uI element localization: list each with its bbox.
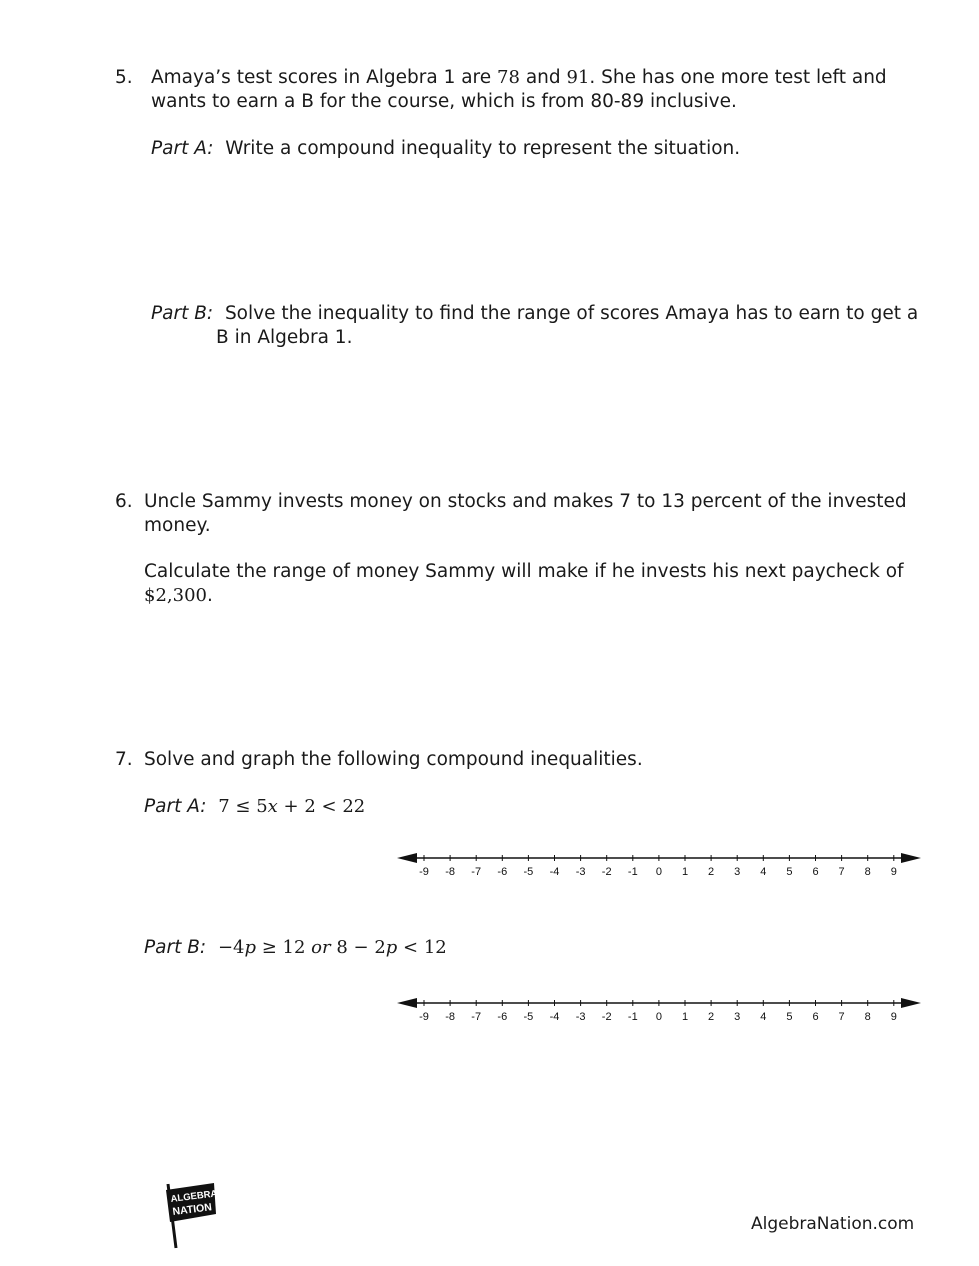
tick-label: 7 (838, 1011, 845, 1023)
number-line-part-b[interactable] (395, 993, 925, 1023)
inequality-a: 7 ≤ 5x + 2 < 22 (218, 796, 366, 817)
question-5-part-b: Part B: Solve the inequality to find the range of scores Amaya has to earn to get a (151, 303, 919, 324)
tick-label: -9 (419, 1011, 429, 1023)
tick-label: 6 (812, 1011, 819, 1023)
question-5-part-b-line-2: B in Algebra 1. (216, 327, 353, 348)
tick-label: 1 (681, 866, 689, 878)
left-arrow-icon (397, 853, 417, 863)
tick-label: -7 (471, 866, 482, 878)
question-6-amount: $2,300. (144, 585, 213, 606)
tick-label: -6 (497, 1011, 508, 1023)
inequality-b: −4p ≥ 12 or 8 − 2p < 12 (217, 937, 447, 958)
tick-label: -8 (445, 1011, 455, 1023)
left-arrow-icon (397, 998, 417, 1008)
logo-text-nation: NATION (171, 1201, 213, 1218)
question-6-line-1: Uncle Sammy invests money on stocks and makes 7 to 13 percent of the invested (144, 491, 907, 512)
tick-label: 3 (734, 1011, 741, 1023)
question-7-number: 7. (115, 749, 133, 770)
tick-label: 2 (708, 866, 715, 878)
question-6-line-3: Calculate the range of money Sammy will make if he invests his next paycheck of (144, 561, 904, 582)
tick-label: -5 (523, 1011, 534, 1023)
tick-label: -1 (627, 1011, 638, 1023)
tick-label: 8 (864, 866, 871, 878)
tick-label: -4 (549, 866, 560, 878)
tick-label: -4 (549, 1011, 560, 1023)
tick-label: -3 (575, 866, 586, 878)
algebra-nation-logo (158, 1180, 222, 1250)
tick-label: 4 (760, 866, 767, 878)
part-b-label: Part B: (144, 937, 207, 958)
tick-label: 9 (890, 866, 897, 878)
score-2: 91 (566, 67, 590, 88)
tick-label: -7 (471, 1011, 482, 1023)
score-1: 78 (497, 67, 520, 88)
part-a-label: Part A: (144, 796, 207, 817)
tick-label: 5 (786, 866, 793, 878)
tick-label: -6 (497, 866, 508, 878)
tick-label: -5 (523, 866, 534, 878)
question-7-part-a (144, 795, 365, 819)
logo-text-algebra: ALGEBRA (170, 1188, 218, 1205)
tick-label: 5 (786, 1011, 793, 1023)
question-5-part-a: Part A: Write a compound inequality to represent the situation. (151, 138, 741, 159)
tick-label: -1 (627, 866, 638, 878)
tick-label: 2 (708, 1011, 715, 1023)
tick-label: 4 (760, 1011, 767, 1023)
tick-label: 0 (655, 1011, 662, 1023)
right-arrow-icon (901, 998, 921, 1008)
tick-label: -9 (419, 866, 429, 878)
tick-label: -2 (601, 866, 612, 878)
question-7-part-b (144, 936, 447, 960)
question-6-number: 6. (115, 491, 133, 512)
tick-label: -3 (575, 1011, 586, 1023)
question-6-line-2: money. (144, 515, 211, 536)
tick-label: 0 (655, 866, 662, 878)
question-5-number: 5. (115, 67, 133, 88)
tick-label: 3 (734, 866, 741, 878)
question-5-line-2: wants to earn a B for the course, which is from 80-89 inclusive. (151, 91, 737, 112)
tick-label: 9 (890, 1011, 897, 1023)
paycheck-amount: $2,300 (144, 585, 207, 606)
tick-label: -2 (601, 1011, 612, 1023)
part-a-label: Part A: (151, 138, 214, 159)
tick-label: 8 (864, 1011, 871, 1023)
footer-url[interactable]: AlgebraNation.com (751, 1214, 915, 1234)
question-7-line-1: Solve and graph the following compound inequalities. (144, 749, 643, 770)
tick-label: 7 (838, 866, 845, 878)
tick-label: 1 (681, 1011, 689, 1023)
tick-label: 6 (812, 866, 819, 878)
question-5-line-1: Amaya’s test scores in Algebra 1 are 78 and 91. She has one more test left and (151, 67, 887, 88)
part-b-label: Part B: (151, 303, 214, 324)
number-line-part-a[interactable] (395, 848, 925, 878)
right-arrow-icon (901, 853, 921, 863)
tick-label: -8 (445, 866, 455, 878)
